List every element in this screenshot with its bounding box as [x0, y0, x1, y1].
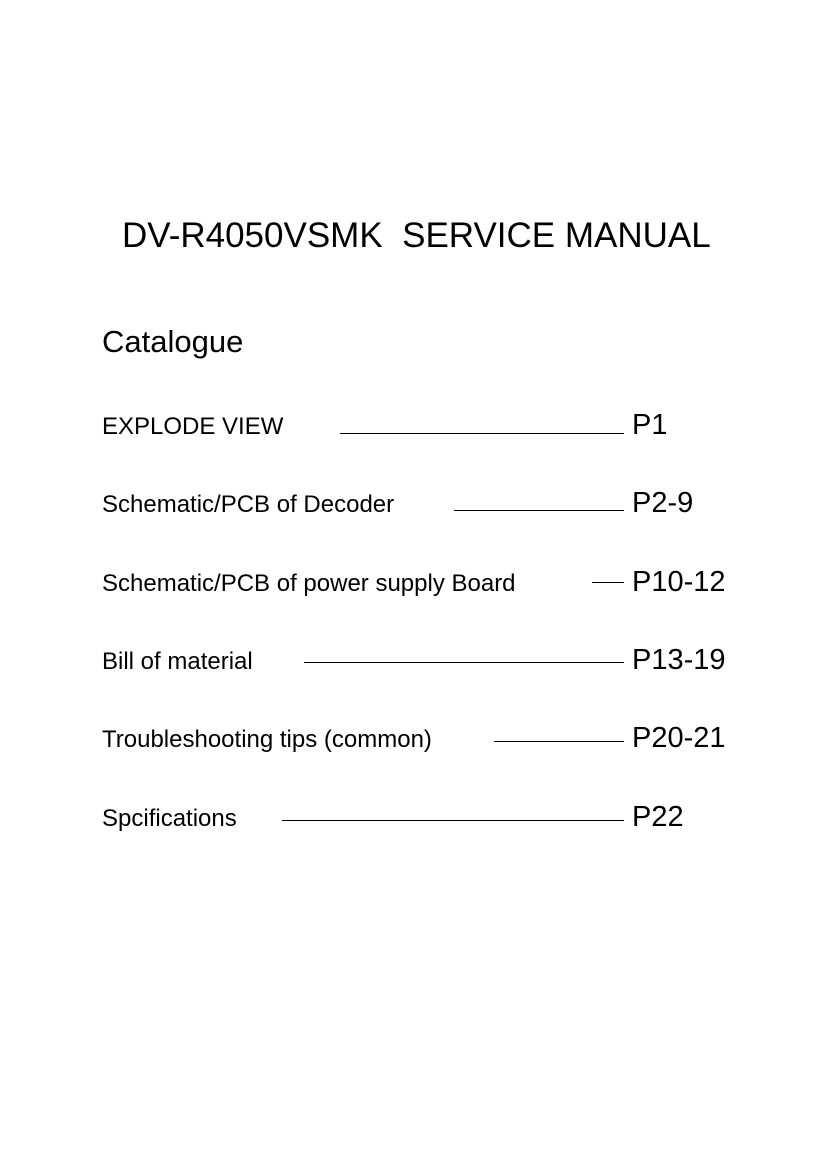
- toc-leader-line: [592, 582, 624, 583]
- toc-page-number: P10-12: [632, 566, 726, 598]
- toc-entry-specifications: [102, 802, 742, 842]
- toc-entry-decoder: [102, 488, 742, 528]
- document-title: DV-R4050VSMK SERVICE MANUAL: [122, 216, 711, 255]
- toc-page-number: P22: [632, 801, 684, 833]
- toc-label: Troubleshooting tips (common): [102, 726, 432, 753]
- toc-entry-explode-view: [102, 410, 742, 450]
- toc-leader-line: [340, 433, 624, 434]
- toc-label: EXPLODE VIEW: [102, 413, 284, 440]
- toc-label: Schematic/PCB of Decoder: [102, 491, 395, 518]
- toc-label: Bill of material: [102, 648, 253, 675]
- toc-label: Schematic/PCB of power supply Board: [102, 570, 516, 597]
- toc-leader-line: [282, 820, 624, 821]
- toc-page-number: P2-9: [632, 487, 694, 519]
- toc-leader-line: [494, 741, 624, 742]
- catalogue-heading: Catalogue: [102, 324, 244, 359]
- toc-leader-line: [304, 662, 624, 663]
- toc-entry-bill-of-material: [102, 645, 742, 685]
- toc-page-number: P20-21: [632, 722, 726, 754]
- toc-entry-troubleshooting: [102, 723, 742, 763]
- toc-page-number: P1: [632, 409, 668, 441]
- toc-page-number: P13-19: [632, 644, 726, 676]
- toc-leader-line: [454, 510, 624, 511]
- toc-label: Spcifications: [102, 805, 237, 832]
- toc-entry-power-supply: [102, 567, 742, 607]
